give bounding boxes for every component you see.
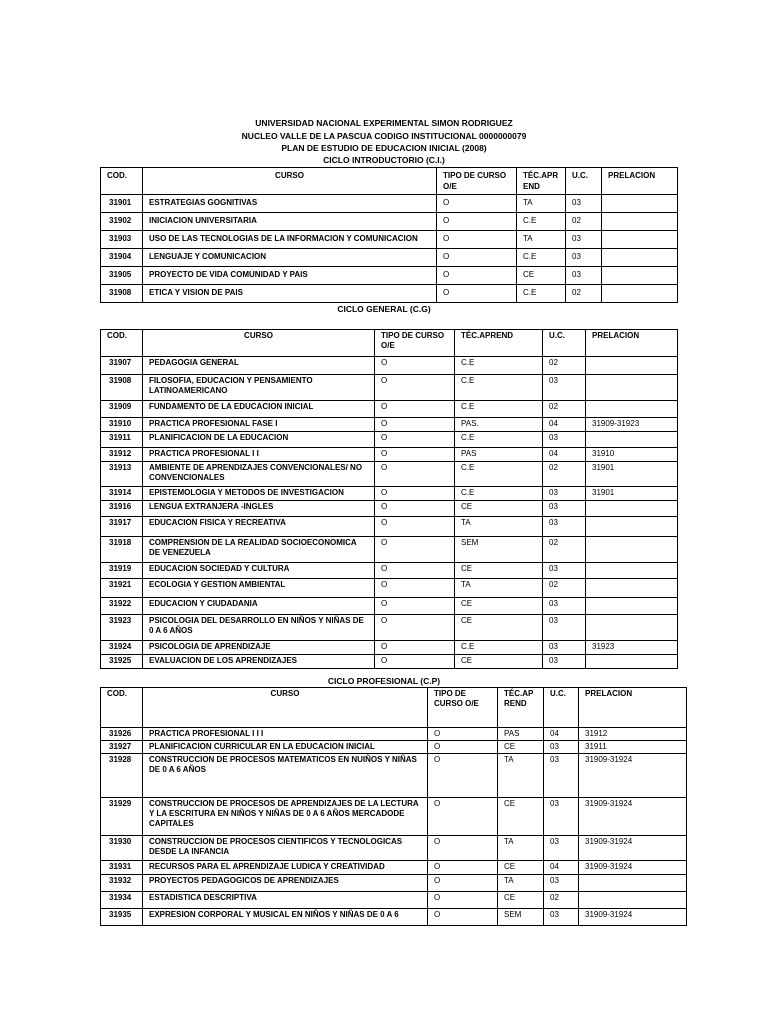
table-row [101,861,687,875]
header-curso: CURSO [143,688,428,728]
table-row [101,418,678,432]
cell-tec: CE [498,892,544,909]
cell-tipo: O [428,728,498,741]
cell-curso: PRACTICA PROFESIONAL I I I [143,728,428,741]
cell-tipo: O [375,501,455,517]
cell-prelacion [602,231,678,249]
cell-cod: 31931 [101,861,143,875]
cell-cod: 31923 [101,615,143,641]
header-cod: COD. [101,168,143,195]
header-prelacion: PRELACION [579,688,687,728]
header-tipo: TIPO DE CURSO O/E [428,688,498,728]
cell-tipo: O [375,563,455,579]
cell-curso: EXPRESION CORPORAL Y MUSICAL EN NIÑOS Y NIÑAS DE 0 A 6 [143,909,428,926]
cell-tipo: O [375,579,455,598]
cell-cod: 31932 [101,875,143,892]
cell-tec: C.E [455,641,543,655]
cell-tipo: O [375,655,455,669]
cell-uc: 02 [543,462,586,487]
cell-tec: SEM [455,537,543,563]
cg-title: CICLO GENERAL (C.G) [337,304,431,314]
cell-uc: 03 [544,798,579,836]
cell-tec: C.E [455,375,543,401]
cell-curso: ESTRATEGIAS GOGNITIVAS [143,195,437,213]
header-cod: COD. [101,688,143,728]
cell-prelacion: 31910 [586,448,678,462]
cell-tipo: O [437,267,517,285]
table-row [101,741,687,754]
table-row [101,462,678,487]
cell-cod: 31904 [101,249,143,267]
cell-tipo: O [375,401,455,418]
table-row [101,448,678,462]
cell-prelacion: 31909-31924 [579,909,687,926]
cell-cod: 31926 [101,728,143,741]
cell-prelacion: 31909-31924 [579,861,687,875]
table-row [101,537,678,563]
table-row [101,195,678,213]
cell-curso: CONSTRUCCION DE PROCESOS CIENTIFICOS Y TECNOLOGICAS DESDE LA INFANCIA [143,836,428,861]
table-row [101,579,678,598]
cell-uc: 03 [544,741,579,754]
cell-uc: 04 [543,448,586,462]
cell-uc: 03 [543,375,586,401]
cell-tipo: O [428,754,498,798]
cell-uc: 03 [543,641,586,655]
table-row [101,249,678,267]
cell-prelacion [602,213,678,231]
cell-prelacion: 31909-31924 [579,754,687,798]
header-cod: COD. [101,330,143,357]
cell-tipo: O [428,875,498,892]
header-tipo: TIPO DE CURSO O/E [375,330,455,357]
table-row [101,375,678,401]
cell-curso: PRACTICA PROFESIONAL FASE I [143,418,375,432]
cell-cod: 31935 [101,909,143,926]
cell-curso: INICIACION UNIVERSITARIA [143,213,437,231]
cell-tipo: O [428,909,498,926]
cell-tec: CE [498,861,544,875]
cell-uc: 02 [543,357,586,375]
cell-cod: 31901 [101,195,143,213]
table-row [101,598,678,615]
cell-uc: 02 [543,537,586,563]
cell-tipo: O [437,285,517,303]
cell-uc: 03 [544,875,579,892]
cell-cod: 31928 [101,754,143,798]
cell-prelacion [586,579,678,598]
cell-tipo: O [428,741,498,754]
cell-cod: 31913 [101,462,143,487]
cell-tec: CE [455,501,543,517]
cell-cod: 31914 [101,487,143,501]
cell-cod: 31908 [101,285,143,303]
cell-cod: 31924 [101,641,143,655]
cell-cod: 31918 [101,537,143,563]
table-row [101,432,678,448]
cell-curso: ESTADISTICA DESCRIPTIVA [143,892,428,909]
table-row [101,501,678,517]
cell-prelacion: 31909-31924 [579,798,687,836]
table-row [101,487,678,501]
cell-tipo: O [437,213,517,231]
cell-tec: C.E [455,357,543,375]
cell-tipo: O [428,836,498,861]
cell-prelacion: 31909-31924 [579,836,687,861]
cell-uc: 03 [543,655,586,669]
cell-cod: 31910 [101,418,143,432]
cell-tec: C.E [455,432,543,448]
cell-prelacion [586,563,678,579]
header-uc: U.C. [544,688,579,728]
cell-tec: PAS [455,448,543,462]
cell-tec: CE [498,741,544,754]
table-row [101,401,678,418]
table-row [101,213,678,231]
table-row [101,836,687,861]
table-row [101,517,678,537]
table-row [101,357,678,375]
cell-curso: PLANIFICACION DE LA EDUCACION [143,432,375,448]
cell-prelacion [579,892,687,909]
header-tec: TÉC.APR END [517,168,566,195]
cell-uc: 03 [566,249,602,267]
cell-uc: 02 [543,579,586,598]
header-prelacion: PRELACION [586,330,678,357]
cell-cod: 31911 [101,432,143,448]
cell-prelacion [586,598,678,615]
cell-cod: 31934 [101,892,143,909]
cell-uc: 03 [544,836,579,861]
cell-prelacion: 31911 [579,741,687,754]
cell-cod: 31925 [101,655,143,669]
cell-tipo: O [375,487,455,501]
cell-prelacion [602,249,678,267]
table-row [101,754,687,798]
cell-cod: 31905 [101,267,143,285]
cell-tipo: O [375,537,455,563]
cell-prelacion: 31901 [586,487,678,501]
cell-cod: 31929 [101,798,143,836]
cell-curso: CONSTRUCCION DE PROCESOS DE APRENDIZAJES DE LA LECTURA Y LA ESCRITURA EN NIÑOS Y NIÑAS DE 0 A 6 AÑOS MERCADODE CAPITALES [143,798,428,836]
cell-tec: C.E [455,487,543,501]
cell-prelacion: 31923 [586,641,678,655]
cell-uc: 03 [566,195,602,213]
header-tec: TÉC.AP REND [498,688,544,728]
cell-prelacion [586,375,678,401]
cell-curso: LENGUA EXTRANJERA -INGLES [143,501,375,517]
cell-tec: CE [455,563,543,579]
table-row [101,655,678,669]
cell-tipo: O [428,861,498,875]
cell-tec: TA [498,754,544,798]
cell-cod: 31922 [101,598,143,615]
cell-curso: PROYECTOS PEDAGOGICOS DE APRENDIZAJES [143,875,428,892]
cell-cod: 31903 [101,231,143,249]
cell-uc: 03 [543,598,586,615]
cell-curso: RECURSOS PARA EL APRENDIZAJE LUDICA Y CREATIVIDAD [143,861,428,875]
cell-prelacion [586,432,678,448]
cell-uc: 04 [544,728,579,741]
cell-uc: 02 [566,285,602,303]
cell-prelacion [602,267,678,285]
nucleus-code: NUCLEO VALLE DE LA PASCUA CODIGO INSTITUCIONAL 0000000079 [241,130,527,141]
table-row [101,641,678,655]
cell-uc: 03 [566,267,602,285]
cell-tipo: O [375,462,455,487]
cell-prelacion [586,655,678,669]
cell-tec: PAS. [455,418,543,432]
cg-table [100,329,678,669]
cell-uc: 03 [543,487,586,501]
cg-header-row [101,330,678,357]
cell-prelacion [579,875,687,892]
cell-curso: FILOSOFIA, EDUCACION Y PENSAMIENTO LATINOAMERICANO [143,375,375,401]
cell-cod: 31921 [101,579,143,598]
cell-prelacion: 31912 [579,728,687,741]
ci-table [100,167,678,303]
cell-cod: 31917 [101,517,143,537]
cell-tec: C.E [517,285,566,303]
cell-tec: C.E [517,213,566,231]
cell-prelacion [586,537,678,563]
cell-prelacion: 31901 [586,462,678,487]
table-row [101,909,687,926]
cell-cod: 31909 [101,401,143,418]
table-row [101,892,687,909]
cell-prelacion [602,285,678,303]
cell-tipo: O [375,598,455,615]
cell-cod: 31916 [101,501,143,517]
cell-cod: 31902 [101,213,143,231]
cp-table [100,687,687,926]
cell-uc: 03 [543,501,586,517]
cell-tipo: O [375,615,455,641]
cell-uc: 02 [543,401,586,418]
cell-cod: 31930 [101,836,143,861]
cell-prelacion [586,501,678,517]
header-prelacion: PRELACION [602,168,678,195]
cell-tec: CE [455,615,543,641]
cell-tec: CE [498,798,544,836]
header-uc: U.C. [566,168,602,195]
cell-curso: PSICOLOGIA DE APRENDIZAJE [143,641,375,655]
cell-cod: 31908 [101,375,143,401]
cell-tec: PAS [498,728,544,741]
ci-title: CICLO INTRODUCTORIO (C.I.) [323,155,445,165]
cell-uc: 03 [544,909,579,926]
cell-tec: CE [517,267,566,285]
header-curso: CURSO [143,168,437,195]
cell-tec: C.E [455,462,543,487]
cell-cod: 31912 [101,448,143,462]
cell-curso: FUNDAMENTO DE LA EDUCACION INICIAL [143,401,375,418]
cell-curso: LENGUAJE Y COMUNICACION [143,249,437,267]
cell-prelacion [586,401,678,418]
table-row [101,231,678,249]
cell-tec: TA [498,836,544,861]
cell-cod: 31907 [101,357,143,375]
cell-uc: 03 [544,754,579,798]
cell-curso: EVALUACION DE LOS APRENDIZAJES [143,655,375,669]
cell-uc: 04 [543,418,586,432]
cell-tec: CE [455,598,543,615]
cell-curso: CONSTRUCCION DE PROCESOS MATEMATICOS EN NUIÑOS Y NIÑAS DE 0 A 6 AÑOS [143,754,428,798]
header-tipo: TIPO DE CURSO O/E [437,168,517,195]
cell-tipo: O [375,432,455,448]
table-row [101,875,687,892]
cell-cod: 31919 [101,563,143,579]
document-header [0,117,768,155]
cell-prelacion: 31909-31923 [586,418,678,432]
cell-curso: EPISTEMOLOGIA Y METODOS DE INVESTIGACION [143,487,375,501]
cell-uc: 04 [544,861,579,875]
cell-cod: 31927 [101,741,143,754]
cell-tec: TA [455,517,543,537]
cell-uc: 02 [566,213,602,231]
cell-curso: PSICOLOGIA DEL DESARROLLO EN NIÑOS Y NIÑAS DE 0 A 6 AÑOS [143,615,375,641]
table-row [101,285,678,303]
cell-curso: USO DE LAS TECNOLOGIAS DE LA INFORMACION Y COMUNICACION [143,231,437,249]
cell-curso: ETICA Y VISION DE PAIS [143,285,437,303]
cell-uc: 02 [544,892,579,909]
university-name: UNIVERSIDAD NACIONAL EXPERIMENTAL SIMON RODRIGUEZ [255,118,513,128]
cell-tec: C.E [517,249,566,267]
cell-curso: EDUCACION FISICA Y RECREATIVA [143,517,375,537]
table-row [101,267,678,285]
cell-tipo: O [375,357,455,375]
cell-tipo: O [428,892,498,909]
table-row [101,728,687,741]
cell-tipo: O [437,249,517,267]
cell-curso: PROYECTO DE VIDA COMUNIDAD Y PAIS [143,267,437,285]
cell-curso: EDUCACION SOCIEDAD Y CULTURA [143,563,375,579]
cell-curso: PLANIFICACION CURRICULAR EN LA EDUCACION INICIAL [143,741,428,754]
cell-curso: PEDAGOGIA GENERAL [143,357,375,375]
cell-tipo: O [428,798,498,836]
table-row [101,563,678,579]
cell-tec: TA [498,875,544,892]
cell-uc: 03 [543,517,586,537]
cell-uc: 03 [543,615,586,641]
cell-tec: CE [455,655,543,669]
header-curso: CURSO [143,330,375,357]
header-tec: TÉC.APREND [455,330,543,357]
ci-header-row [101,168,678,195]
cell-tipo: O [375,418,455,432]
cell-tipo: O [375,448,455,462]
cell-tipo: O [437,231,517,249]
cell-prelacion [586,615,678,641]
cell-tipo: O [375,641,455,655]
cell-tipo: O [375,517,455,537]
cell-uc: 03 [566,231,602,249]
cell-tec: TA [455,579,543,598]
table-row [101,615,678,641]
cell-tec: TA [517,231,566,249]
cell-curso: PRACTICA PROFESIONAL I I [143,448,375,462]
cell-prelacion [586,357,678,375]
cp-title: CICLO PROFESIONAL (C.P) [327,676,441,686]
cell-uc: 03 [543,563,586,579]
table-row [101,798,687,836]
cell-curso: AMBIENTE DE APRENDIZAJES CONVENCIONALES/ NO CONVENCIONALES [143,462,375,487]
cell-curso: COMPRENSION DE LA REALIDAD SOCIOECONOMICA DE VENEZUELA [143,537,375,563]
cp-header-row [101,688,687,728]
cell-tec: TA [517,195,566,213]
header-uc: U.C. [543,330,586,357]
study-plan-title: PLAN DE ESTUDIO DE EDUCACION INICIAL (2008) [281,143,487,153]
cell-uc: 03 [543,432,586,448]
cell-tipo: O [437,195,517,213]
cell-tec: SEM [498,909,544,926]
cell-curso: ECOLOGIA Y GESTION AMBIENTAL [143,579,375,598]
cell-curso: EDUCACION Y CIUDADANIA [143,598,375,615]
cell-tipo: O [375,375,455,401]
cell-prelacion [602,195,678,213]
cell-prelacion [586,517,678,537]
cell-tec: C.E [455,401,543,418]
